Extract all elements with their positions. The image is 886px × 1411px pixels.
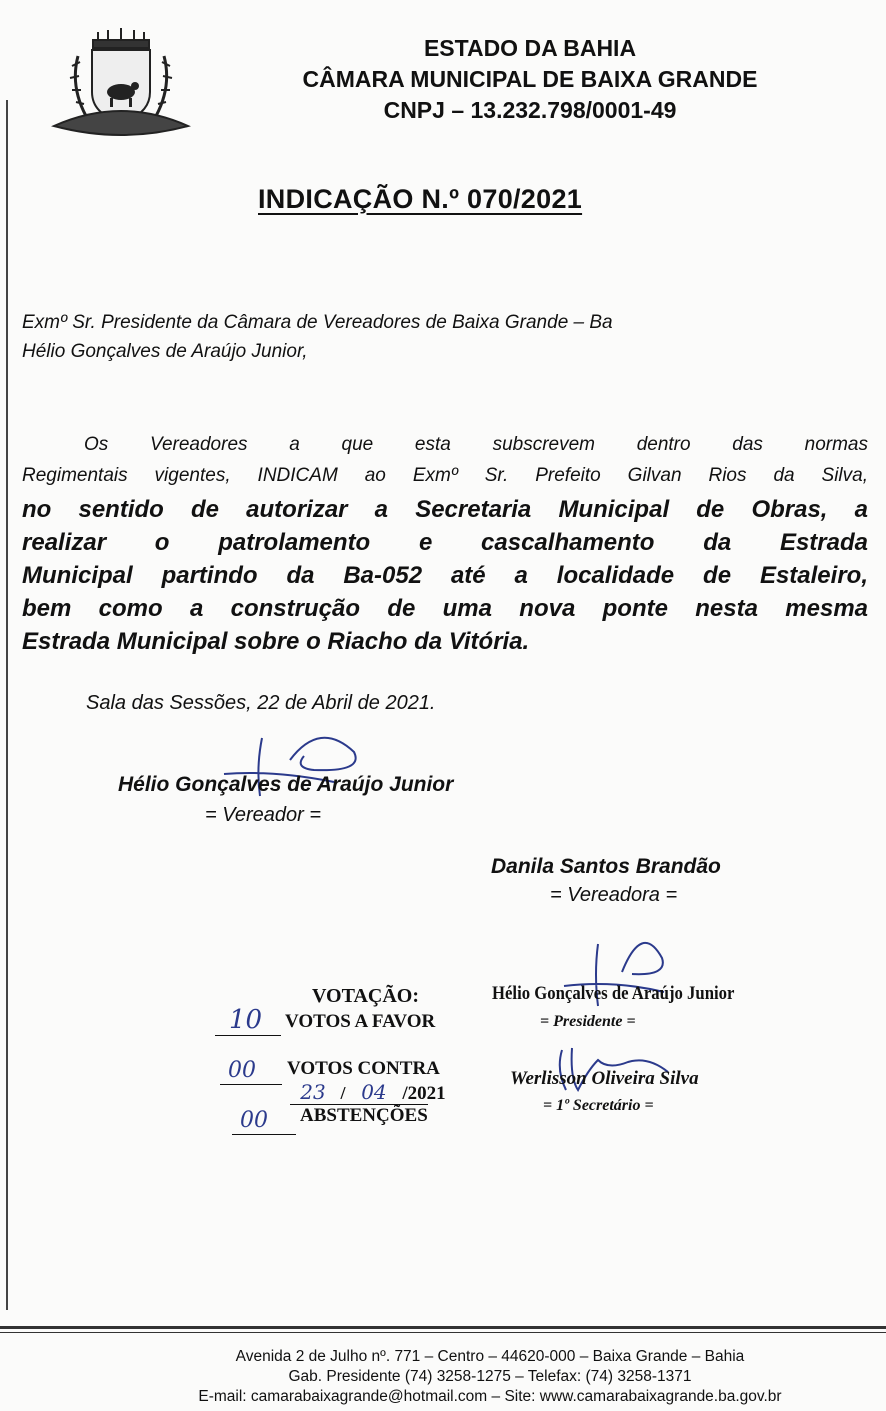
- coat-of-arms-emblem: [48, 26, 194, 144]
- contra-count: 00: [228, 1058, 256, 1083]
- president-role: = Presidente =: [540, 1013, 636, 1030]
- document-title: INDICAÇÃO N.º 070/2021: [258, 184, 583, 214]
- signatory-2-role: = Vereadora =: [550, 884, 678, 906]
- body-line-2: Regimentais vigentes, INDICAM ao Exmº Sr. Prefeito Gilvan Rios da Silva,: [22, 465, 868, 486]
- voting-heading: VOTAÇÃO:: [312, 985, 420, 1007]
- abst-count-blank: [232, 1106, 296, 1135]
- voting-date-day: 23: [290, 1080, 336, 1105]
- header-cnpj: CNPJ – 13.232.798/0001-49: [383, 97, 677, 123]
- contra-label: VOTOS CONTRA: [287, 1058, 440, 1079]
- footer-phones: Gab. Presidente (74) 3258-1275 – Telefax: (74) 3258-1371: [288, 1368, 692, 1385]
- session-date: Sala das Sessões, 22 de Abril de 2021.: [86, 692, 436, 714]
- body-line-4: realizar o patrolamento e cascalhamento da Estrada: [22, 529, 868, 556]
- body-line-5: Municipal partindo da Ba-052 até a localidade de Estaleiro,: [22, 562, 868, 589]
- body-line-3: no sentido de autorizar a Secretaria Municipal de Obras, a: [22, 496, 868, 523]
- footer-address: Avenida 2 de Julho nº. 771 – Centro – 44620-000 – Baixa Grande – Bahia: [235, 1348, 745, 1365]
- footer-contact: E-mail: camarabaixagrande@hotmail.com – Site: www.camarabaixagrande.ba.gov.br: [198, 1388, 782, 1405]
- contra-count-blank: [220, 1058, 282, 1085]
- favor-count: 10: [229, 1005, 263, 1035]
- favor-label: VOTOS A FAVOR: [285, 1011, 436, 1032]
- secretary-name: Werlisson Oliveira Silva: [510, 1068, 699, 1089]
- header-chamber: CÂMARA MUNICIPAL DE BAIXA GRANDE: [302, 66, 758, 92]
- signatory-1-role: = Vereador =: [205, 804, 322, 826]
- left-margin-rule: [6, 100, 8, 1310]
- salutation-line-1: Exmº Sr. Presidente da Câmara de Vereadores de Baixa Grande – Ba: [22, 312, 613, 333]
- body-line-6: bem como a construção de uma nova ponte nesta mesma: [22, 595, 868, 622]
- salutation-line-2: Hélio Gonçalves de Araújo Junior,: [22, 341, 308, 362]
- president-name: Hélio Gonçalves de Araújo Junior: [492, 983, 735, 1004]
- abst-label: ABSTENÇÕES: [300, 1105, 428, 1126]
- signatory-1-name: Hélio Gonçalves de Araújo Junior: [118, 773, 454, 796]
- voting-date: 23 / 04 /2021: [290, 1080, 446, 1104]
- body-line-7: Estrada Municipal sobre o Riacho da Vitória.: [22, 628, 530, 655]
- header-state: ESTADO DA BAHIA: [423, 35, 637, 61]
- footer-rule-thin: [0, 1332, 886, 1333]
- signatory-2-name: Danila Santos Brandão: [491, 855, 721, 878]
- footer-rule-thick: [0, 1326, 886, 1329]
- abst-count: 00: [240, 1108, 268, 1133]
- voting-date-year: /2021: [402, 1083, 446, 1104]
- body-line-1: Os Vereadores a que esta subscrevem dentro das normas: [84, 434, 868, 455]
- favor-count-blank: [215, 1005, 281, 1036]
- voting-date-month: 04: [350, 1080, 398, 1105]
- secretary-role: = 1º Secretário =: [543, 1097, 654, 1114]
